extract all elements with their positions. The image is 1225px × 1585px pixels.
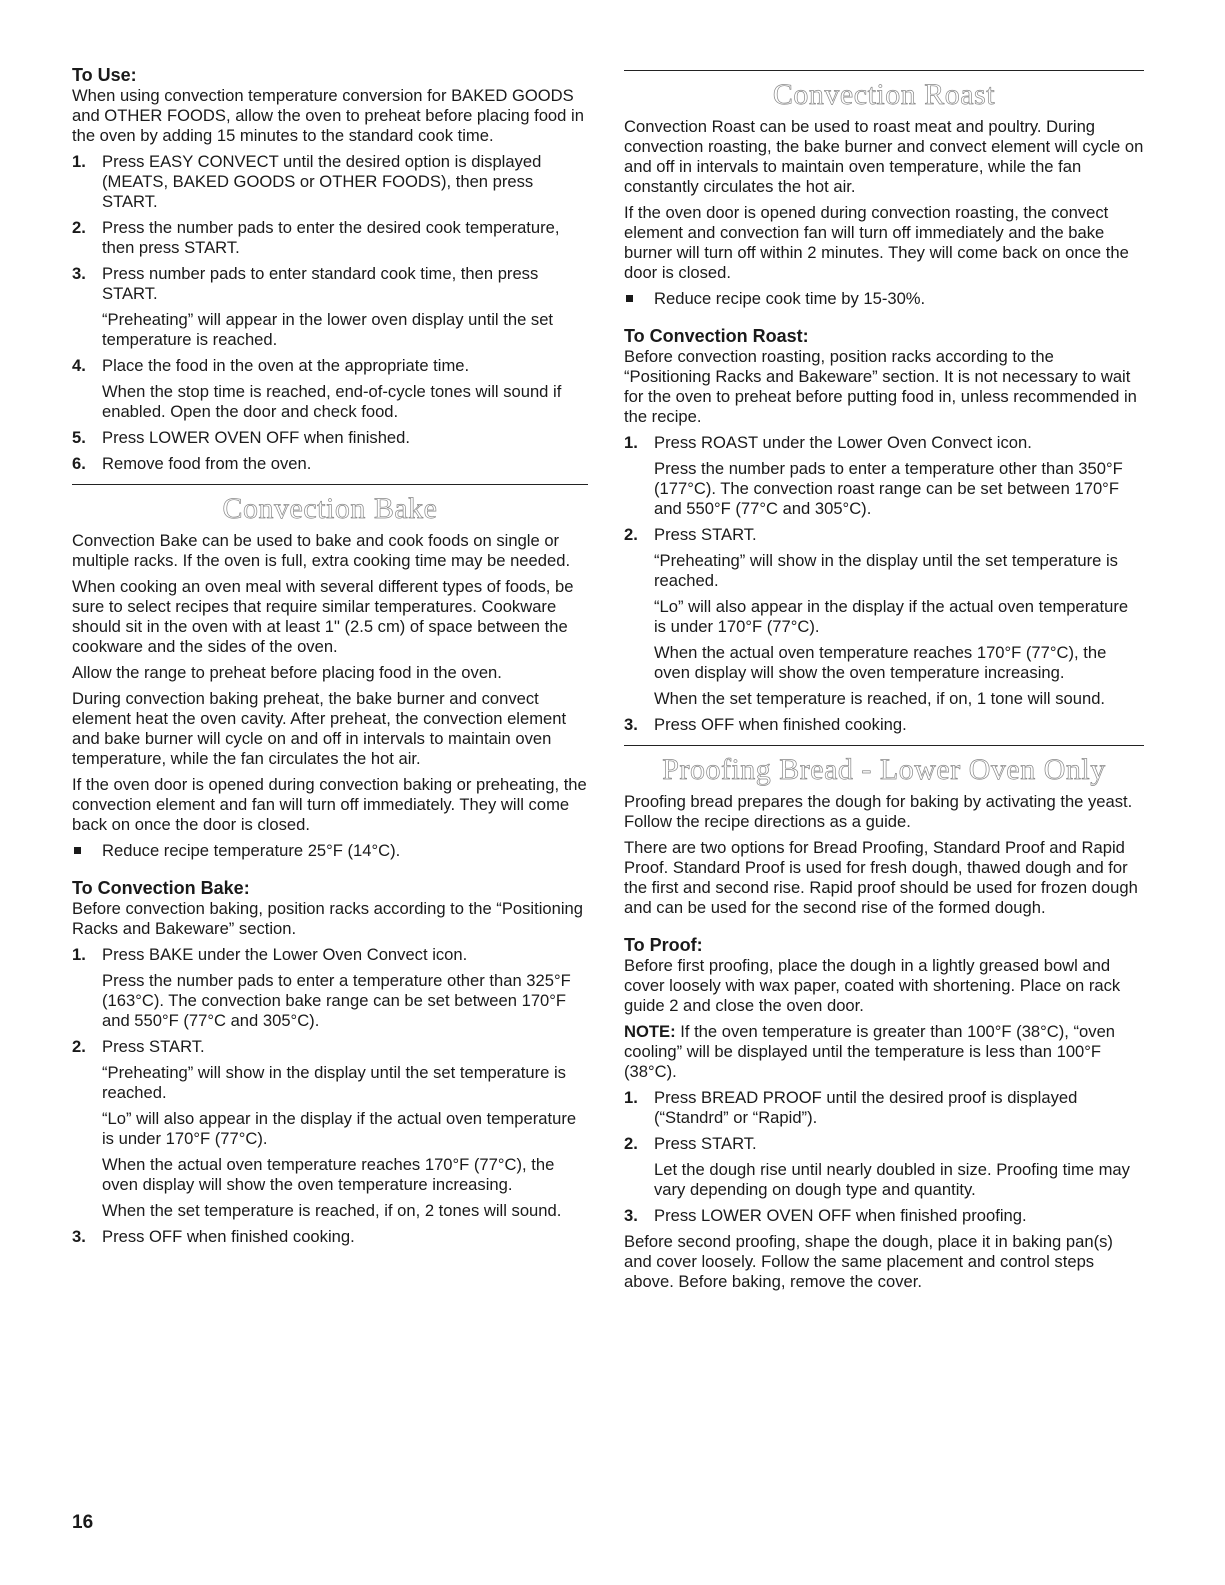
to-proof-outro: Before second proofing, shape the dough, place it in baking pan(s) and cover loosely. Follow the same placement and control steps above. Before baking, remove the cover. <box>624 1232 1113 1291</box>
step-number: 3. <box>624 1206 638 1225</box>
bake-paragraph: Allow the range to preheat before placing food in the oven. <box>72 663 502 682</box>
step-text: Remove food from the oven. <box>102 454 312 473</box>
to-use-step-6 <box>72 454 588 474</box>
step-text: Press OFF when finished cooking. <box>102 1227 355 1246</box>
to-use-step-5 <box>72 428 588 448</box>
step-number: 3. <box>624 715 638 734</box>
section-divider <box>72 484 588 485</box>
bullet-square-icon <box>74 847 81 854</box>
bullet-text: Reduce recipe temperature 25°F (14°C). <box>102 841 401 860</box>
step-text: Press OFF when finished cooking. <box>654 715 907 734</box>
step-number: 4. <box>72 356 86 375</box>
to-bake-step-2 <box>72 1037 588 1221</box>
proof-paragraph: Proofing bread prepares the dough for baking by activating the yeast. Follow the recipe directions as a guide. <box>624 792 1133 831</box>
to-roast-step-2 <box>624 525 1144 709</box>
note-text: If the oven temperature is greater than 100°F (38°C), “oven cooling” will be displayed until the temperature is less than 100°F (38°C). <box>624 1022 1116 1081</box>
to-roast-step-1 <box>624 433 1144 519</box>
bullet-square-icon <box>626 295 633 302</box>
to-bake-intro: Before convection baking, position racks according to the “Positioning Racks and Bakeware” section. <box>72 899 584 938</box>
step-text: Press BREAD PROOF until the desired proof is displayed (“Standrd” or “Rapid”). <box>654 1088 1078 1127</box>
bake-paragraph: Convection Bake can be used to bake and cook foods on single or multiple racks. If the oven is full, extra cooking time may be needed. <box>72 531 571 570</box>
step-number: 1. <box>624 433 638 452</box>
to-use-step-4 <box>72 356 588 422</box>
right-column <box>624 60 1144 1298</box>
to-use-step-2 <box>72 218 588 258</box>
note-label: NOTE: <box>624 1022 676 1041</box>
to-proof-heading: To Proof: <box>624 935 703 955</box>
to-proof-step-2 <box>624 1134 1144 1200</box>
step-subtext: Press the number pads to enter a temperature other than 350°F (177°C). The convection roast range can be set between 170°F and 550°F (77°C and 305°C). <box>654 459 1123 518</box>
page-number: 16 <box>72 1512 94 1533</box>
step-number: 2. <box>72 1037 86 1056</box>
to-use-step-1 <box>72 152 588 212</box>
step-subtext: When the actual oven temperature reaches 170°F (77°C), the oven display will show the oven temperature increasing. <box>102 1155 555 1194</box>
note-paragraph <box>624 1022 1144 1082</box>
to-proof-step-3 <box>624 1206 1144 1226</box>
step-subtext: When the stop time is reached, end-of-cycle tones will sound if enabled. Open the door and check food. <box>102 382 562 421</box>
convection-bake-title: Convection Bake <box>222 492 438 525</box>
step-subtext: Let the dough rise until nearly doubled in size. Proofing time may vary depending on dough type and quantity. <box>654 1160 1130 1199</box>
step-text: Press LOWER OVEN OFF when finished proofing. <box>654 1206 1027 1225</box>
to-use-step-3 <box>72 264 588 350</box>
step-text: Press START. <box>654 525 757 544</box>
step-subtext: “Lo” will also appear in the display if the actual oven temperature is under 170°F (77°C). <box>654 597 1129 636</box>
bake-bullet <box>72 841 588 861</box>
roast-paragraph: Convection Roast can be used to roast meat and poultry. During convection roasting, the bake burner and convect element will cycle on and off in intervals to maintain oven temperature, while the fan constantly circulates the hot air. <box>624 117 1144 196</box>
step-subtext: Press the number pads to enter a temperature other than 325°F (163°C). The convection bake range can be set between 170°F and 550°F (77°C and 305°C). <box>102 971 571 1030</box>
to-proof-step-1 <box>624 1088 1144 1128</box>
step-text: Press number pads to enter standard cook time, then press START. <box>102 264 539 303</box>
step-text: Press START. <box>654 1134 757 1153</box>
proof-paragraph: There are two options for Bread Proofing, Standard Proof and Rapid Proof. Standard Proof is used for fresh dough, thawed dough and for the first and second rise. Rapid proof should be used for frozen dough and can be used for the second rise of the formed dough. <box>624 838 1138 917</box>
convection-roast-title: Convection Roast <box>772 78 996 111</box>
step-number: 3. <box>72 1227 86 1246</box>
step-subtext: When the actual oven temperature reaches 170°F (77°C), the oven display will show the oven temperature increasing. <box>654 643 1107 682</box>
to-convection-roast-heading: To Convection Roast: <box>624 326 809 346</box>
step-number: 5. <box>72 428 86 447</box>
step-subtext: When the set temperature is reached, if on, 1 tone will sound. <box>654 689 1106 708</box>
step-number: 2. <box>624 1134 638 1153</box>
step-number: 2. <box>72 218 86 237</box>
to-bake-step-3 <box>72 1227 588 1247</box>
to-roast-step-3 <box>624 715 1144 735</box>
bake-paragraph: During convection baking preheat, the bake burner and convect element heat the oven cavity. After preheat, the convection element and bake burner will cycle on and off in intervals to maintain oven temperature, while the fan circulates the hot air. <box>72 689 567 768</box>
section-divider <box>624 70 1144 71</box>
step-text: Press START. <box>102 1037 205 1056</box>
proofing-bread-title: Proofing Bread - Lower Oven Only <box>662 753 1106 786</box>
to-use-intro: When using convection temperature conversion for BAKED GOODS and OTHER FOODS, allow the oven to preheat before placing food in the oven by adding 15 minutes to the standard cook time. <box>72 86 584 145</box>
step-number: 3. <box>72 264 86 283</box>
left-column <box>72 64 588 1253</box>
to-roast-intro: Before convection roasting, position racks according to the “Positioning Racks and Bakeware” section. It is not necessary to wait for the oven to preheat before putting food in, unless recommended in the recipe. <box>624 347 1137 426</box>
roast-bullet <box>624 289 1144 309</box>
step-subtext: “Preheating” will appear in the lower oven display until the set temperature is reached. <box>102 310 554 349</box>
step-text: Press ROAST under the Lower Oven Convect icon. <box>654 433 1032 452</box>
to-proof-intro: Before first proofing, place the dough in a lightly greased bowl and cover loosely with wax paper, coated with shortening. Place on rack guide 2 and close the oven door. <box>624 956 1121 1015</box>
bullet-text: Reduce recipe cook time by 15-30%. <box>654 289 926 308</box>
step-subtext: “Preheating” will show in the display until the set temperature is reached. <box>102 1063 566 1102</box>
bake-paragraph: When cooking an oven meal with several different types of foods, be sure to select recipes that require similar temperatures. Cookware should sit in the oven with at least 1" (2.5 cm) of space between the cookware and the sides of the oven. <box>72 577 574 656</box>
step-number: 1. <box>72 945 86 964</box>
to-convection-bake-heading: To Convection Bake: <box>72 878 250 898</box>
step-subtext: “Preheating” will show in the display until the set temperature is reached. <box>654 551 1118 590</box>
step-number: 1. <box>72 152 86 171</box>
step-subtext: When the set temperature is reached, if on, 2 tones will sound. <box>102 1201 562 1220</box>
step-text: Press the number pads to enter the desired cook temperature, then press START. <box>102 218 560 257</box>
step-number: 6. <box>72 454 86 473</box>
step-subtext: “Lo” will also appear in the display if the actual oven temperature is under 170°F (77°C). <box>102 1109 577 1148</box>
step-text: Place the food in the oven at the appropriate time. <box>102 356 470 375</box>
bake-paragraph: If the oven door is opened during convection baking or preheating, the convection element and fan will turn off immediately. They will come back on once the door is closed. <box>72 775 587 834</box>
to-bake-step-1 <box>72 945 588 1031</box>
to-use-heading: To Use: <box>72 65 137 85</box>
step-number: 2. <box>624 525 638 544</box>
roast-paragraph: If the oven door is opened during convection roasting, the convect element and convection fan will turn off immediately and the bake burner will turn off within 2 minutes. They will come back on once the door is closed. <box>624 203 1129 282</box>
step-text: Press LOWER OVEN OFF when finished. <box>102 428 410 447</box>
section-divider <box>624 745 1144 746</box>
step-text: Press EASY CONVECT until the desired option is displayed (MEATS, BAKED GOODS or OTHER FOODS), then press START. <box>102 152 542 211</box>
step-number: 1. <box>624 1088 638 1107</box>
step-text: Press BAKE under the Lower Oven Convect icon. <box>102 945 468 964</box>
